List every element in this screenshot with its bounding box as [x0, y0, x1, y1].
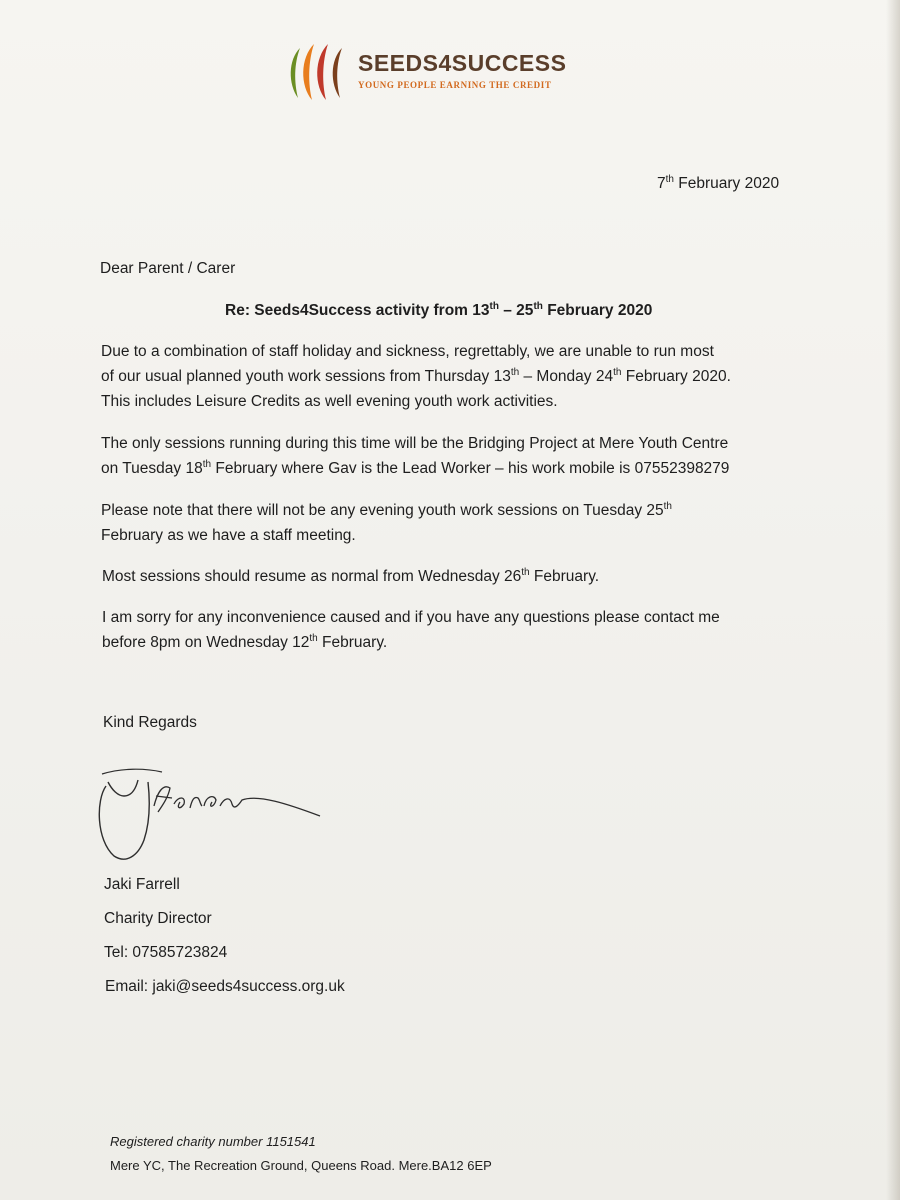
signatory-name: Jaki Farrell — [104, 876, 180, 893]
footer-address: Mere YC, The Recreation Ground, Queens Road. Mere.BA12 6EP — [110, 1158, 492, 1173]
paragraph-resume: Most sessions should resume as normal from Wednesday 26th February. — [102, 566, 600, 585]
paragraph-line: Due to a combination of staff holiday and sickness, regrettably, we are unable to run most — [101, 343, 714, 360]
paragraph-line: February as we have a staff meeting. — [101, 527, 356, 544]
paragraph-line: I am sorry for any inconvenience caused and if you have any questions please contact me — [102, 609, 720, 626]
handwritten-signature — [88, 760, 328, 865]
signatory-email: Email: jaki@seeds4success.org.uk — [105, 978, 345, 995]
charity-number: Registered charity number 1151541 — [110, 1134, 316, 1149]
paragraph-line: The only sessions running during this time will be the Bridging Project at Mere Youth Centre — [101, 435, 729, 452]
seeds-logo-icon — [286, 40, 354, 104]
paragraph-line: Please note that there will not be any evening youth work sessions on Tuesday 25th — [101, 500, 672, 519]
paragraph-line: on Tuesday 18th February where Gav is the Lead Worker – his work mobile is 07552398279 — [101, 458, 730, 477]
paragraph-line: of our usual planned youth work sessions from Thursday 13th – Monday 24th February 2020. — [101, 366, 731, 385]
paragraph-line: before 8pm on Wednesday 12th February. — [102, 632, 388, 651]
letter-date: 7th February 2020 — [657, 173, 780, 192]
organisation-logo — [286, 40, 586, 106]
organisation-tagline: YOUNG PEOPLE EARNING THE CREDIT — [358, 80, 552, 90]
signatory-phone: Tel: 07585723824 — [104, 944, 228, 961]
letter-subject: Re: Seeds4Success activity from 13th – 25th February 2020 — [225, 300, 653, 319]
organisation-name: SEEDS4SUCCESS — [358, 50, 567, 76]
paragraph-line: This includes Leisure Credits as well evening youth work activities. — [101, 393, 558, 410]
closing: Kind Regards — [103, 714, 197, 731]
salutation: Dear Parent / Carer — [100, 260, 236, 277]
signatory-title: Charity Director — [104, 910, 212, 927]
